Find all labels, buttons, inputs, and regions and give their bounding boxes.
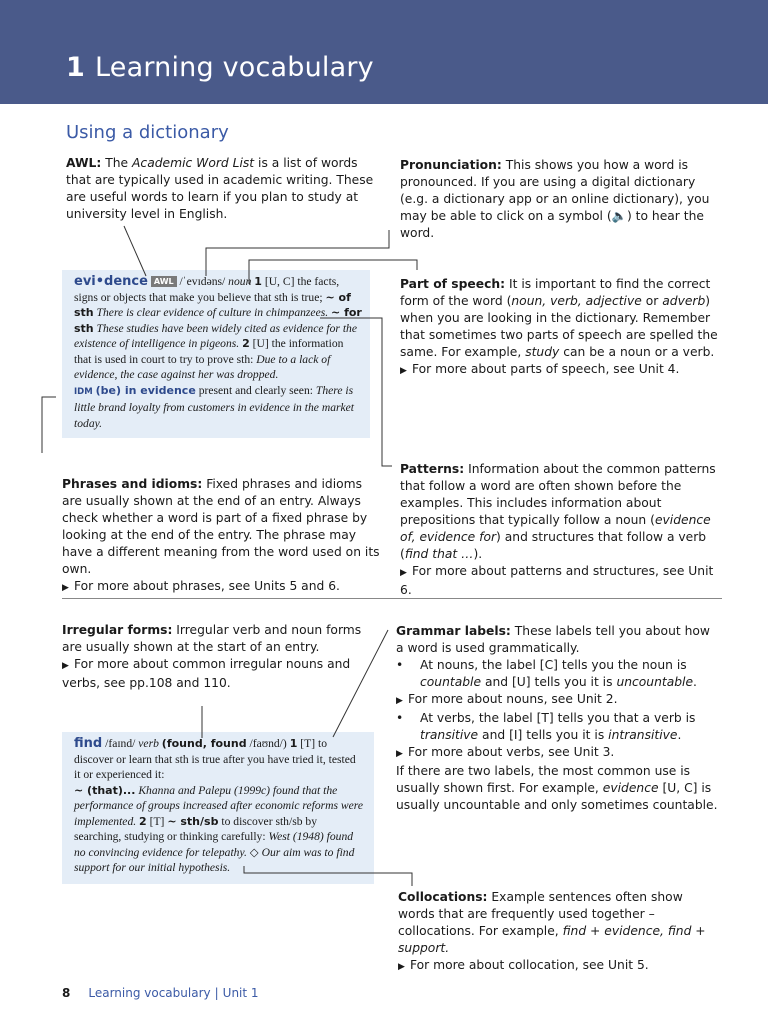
section-title: Using a dictionary [66,122,229,143]
cross-reference: For more about nouns, see Unit 2. [408,692,618,706]
part-of-speech: noun [228,275,252,288]
phrases-idioms-note: Phrases and idioms: Fixed phrases and idioms are usually shown at the end of an entry. Always check whether a word is part of a fixed phrase by looking at the end of the entry. The phrase may have a different meaning from the word used on its own. ▶ For more about phrases, see Units 5 and 6. [62,476,380,597]
collocations-label: Collocations: [398,890,488,904]
connector-part-of-speech [249,260,417,284]
footer-title: Learning vocabulary [88,986,211,1000]
awl-note: AWL: The Academic Word List is a list of words that are typically used in academic writing. These are useful words to learn if you plan to study at university level in English. [66,156,374,221]
connector-grammar [333,630,388,737]
arrow-icon: ▶ [62,661,69,671]
arrow-icon: ▶ [62,583,69,593]
dictionary-entry-find: find /faɪnd/ verb (found, found /faʊnd/) 1 [T] to discover or learn that sth is true after you have tried it, tested it or experienced it: ~ (that)... Khanna and Palepu (1999c) found that the performance of groups increased after economic reforms were implemented. 2 [T] ~ sth/sb to discover sth/sb by searching, studying or thinking carefully: West (1948) found no convincing evidence for telepathy. ◇ Our aim was to find support for our initial hypothesis. [62,732,374,884]
pattern-sth-sb: ~ sth/sb [167,814,219,828]
footer-separator: | [214,986,219,1000]
bullet-icon: • [396,711,404,725]
awl-label: AWL: [66,156,102,170]
idiom-label: IDM [74,386,93,397]
grammar-labels-note: Grammar labels: These labels tell you about how a word is used grammatically. • At nouns, the label [C] tells you the noun is countable and [U] tells you it is uncountable. ▶ For more about nouns, see Unit 2. • At verbs, the label [T] tells you that a verb is transitive and [I] tells you it is intransitive. ▶ For more about verbs, see Unit 3. If there are two labels, the most common use is usually shown first. For example, evidence [U, C] is usually uncountable and only sometimes countable. [396,624,718,812]
awl-badge: AWL [151,276,177,287]
connector-collocations [244,866,412,886]
diamond-icon: ◇ [249,845,259,859]
connector-awl [124,226,146,276]
connector-idioms [42,397,56,453]
idiom-phrase: (be) in evidence [95,383,196,397]
part-of-speech: verb [138,737,159,750]
chapter-title: Learning vocabulary [95,52,374,83]
cross-reference: For more about common irregular nouns and verbs, see pp.108 and 110. [62,657,351,690]
arrow-icon: ▶ [396,696,403,706]
connector-patterns [320,318,392,466]
arrow-icon: ▶ [400,568,407,578]
footer-unit: Unit 1 [222,986,259,1000]
pronunciation-text: /faɪnd/ [105,737,136,750]
arrow-icon: ▶ [400,366,407,376]
arrow-icon: ▶ [398,962,405,972]
pattern-for-sth: ~ for sth [74,306,362,335]
chapter-number: 1 [66,52,85,83]
patterns-label: Patterns: [400,462,465,476]
grammar-labels-label: Grammar labels: [396,624,511,638]
headword-evidence: evi•dence [74,274,148,289]
phrases-idioms-label: Phrases and idioms: [62,477,203,491]
arrow-icon: ▶ [396,749,403,759]
headword-find: find [74,736,103,751]
irregular-forms-note: Irregular forms: Irregular verb and noun forms are usually shown at the start of an entry. ▶ For more about common irregular nouns and verbs, see pp.108 and 110. [62,623,362,690]
part-of-speech-note: Part of speech: It is important to find the correct form of the word (noun, verb, adjective or adverb) when you are looking in the dictionary. Remember that sometimes two parts of speech are spelled the same. For example, study can be a noun or a verb. ▶ For more about parts of speech, see Unit 4. [400,276,725,380]
page-number: 8 [62,986,71,1000]
awl-term: Academic Word List [132,156,255,170]
pronunciation-label: Pronunciation: [400,158,502,172]
cross-reference: For more about parts of speech, see Unit 4. [412,362,680,376]
part-of-speech-label: Part of speech: [400,277,506,291]
connector-pronunciation [206,230,389,276]
cross-reference: For more about collocation, see Unit 5. [410,958,649,972]
irregular-forms-label: Irregular forms: [62,623,173,637]
pattern-of-sth: ~ of sth [74,290,351,319]
collocations-note: Collocations: Example sentences often show words that are frequently used together – collocations. For example, find + evidence, find + support. ▶ For more about collocation, see Unit 5. [398,889,723,976]
pronunciation-note: Pronunciation: This shows you how a word is pronounced. If you are using a digital dictionary (e.g. a dictionary app or an online dictionary), you may be able to click on a symbol (🔈) to hear the word. [400,158,710,240]
pronunciation-text: /ˈevɪdəns/ [179,275,226,288]
page-footer [62,986,259,1000]
cross-reference: For more about patterns and structures, see Unit 6. [400,564,714,597]
bullet-icon: • [396,658,404,672]
cross-reference: For more about phrases, see Units 5 and 6. [74,579,340,593]
irregular-forms: (found, found [161,737,247,750]
pattern-that: ~ (that)... [74,783,136,797]
patterns-note: Patterns: Information about the common patterns that follow a word are often shown before the examples. This includes information about prepositions that typically follow a noun (evidence of, evidence for) and structures that follow a verb (find that …). ▶ For more about patterns and structures, see Unit 6. [400,462,716,597]
cross-reference: For more about verbs, see Unit 3. [408,745,615,759]
dictionary-entry-evidence: evi•dence AWL /ˈevɪdəns/ noun 1 [U, C] the facts, signs or objects that make you believe that sth is true; ~ of sth There is clear evidence of culture in chimpanzees. ~ for sth These studies have been widely cited as evidence for the existence of intelligence in pigeons. 2 [U] the information that is used in court to try to prove sth: Due to a lack of evidence, the case against her was dropped. IDM (be) in evidence present and clearly seen: There is little brand loyalty from customers in evidence in the market today. [62,270,370,438]
